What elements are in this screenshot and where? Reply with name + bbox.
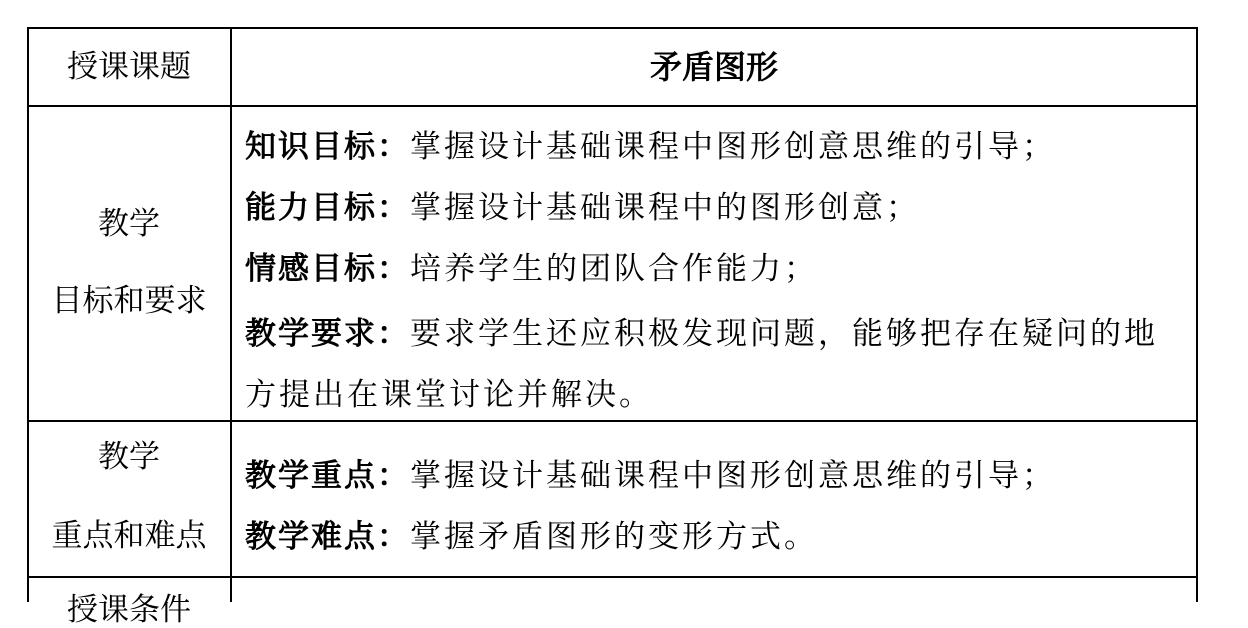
objective-heading: 情感目标： — [245, 251, 410, 287]
title-value: 矛盾图形 — [649, 48, 778, 86]
objective-text: 要求学生还应积极发现问题，能够把存在疑问的地 — [410, 316, 1158, 352]
objective-text: 培养学生的团队合作能力； — [410, 251, 818, 287]
objectives-content — [245, 27, 1195, 420]
keypoint-heading: 教学难点： — [245, 519, 410, 555]
objective-heading: 能力目标： — [245, 190, 410, 226]
column-divider — [230, 27, 232, 602]
keypoint-text: 掌握矛盾图形的变形方式。 — [410, 519, 818, 555]
row-divider-3 — [27, 576, 1198, 578]
keypoints-label-line2: 重点和难点 — [51, 518, 207, 554]
keypoint-item — [245, 458, 1056, 494]
objective-item — [245, 251, 818, 287]
objectives-label-line2: 目标和要求 — [51, 283, 207, 319]
objective-item — [245, 129, 1056, 165]
keypoints-content — [245, 420, 1195, 576]
objective-item — [245, 190, 920, 226]
keypoint-text: 掌握设计基础课程中图形创意思维的引导； — [410, 458, 1056, 494]
keypoint-item — [245, 519, 818, 555]
keypoint-heading: 教学重点： — [245, 458, 410, 494]
objective-text: 掌握设计基础课程中的图形创意； — [410, 190, 920, 226]
table-right-border — [1196, 27, 1198, 602]
objectives-label-line1: 教学 — [98, 206, 160, 242]
next-row-label-partial: 授课条件 — [67, 592, 191, 628]
objective-text: 掌握设计基础课程中图形创意思维的引导； — [410, 129, 1056, 165]
keypoints-label-line1: 教学 — [98, 439, 160, 475]
objective-item — [245, 316, 1158, 352]
lesson-plan-table — [27, 27, 1198, 627]
title-label: 授课课题 — [67, 49, 191, 85]
objective-heading: 知识目标： — [245, 129, 410, 165]
objective-heading: 教学要求： — [245, 316, 410, 352]
objective-continuation: 方提出在课堂讨论并解决。 — [245, 377, 653, 413]
